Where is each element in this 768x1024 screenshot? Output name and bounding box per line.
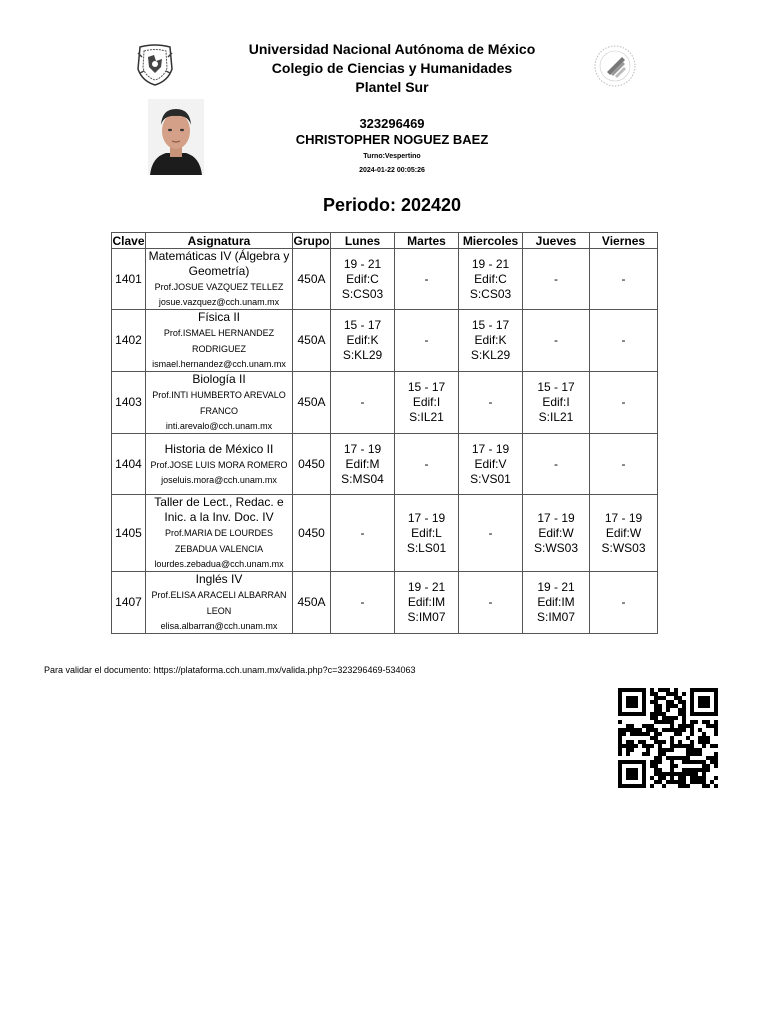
schedule-line: S:LS01 <box>406 540 447 555</box>
professor-name: Prof.ELISA ARACELI ALBARRAN LEON <box>151 590 287 616</box>
schedule-line: - <box>621 395 626 409</box>
schedule-cell-miercoles <box>459 310 523 372</box>
schedule-cell-martes <box>395 495 459 572</box>
periodo-title: Periodo: 202420 <box>322 195 462 215</box>
schedule-line: 19 - 21 <box>537 580 575 594</box>
schedule-cell-jueves <box>523 249 590 310</box>
document-header <box>150 40 634 97</box>
subject-cell <box>146 372 293 434</box>
schedule-line: - <box>360 595 365 609</box>
professor-email: josue.vazquez@cch.unam.mx <box>158 297 280 307</box>
schedule-cell-viernes <box>590 495 658 572</box>
qr-code-icon <box>618 688 718 788</box>
column-header: Jueves <box>523 233 590 249</box>
schedule-cell-jueves <box>523 495 590 572</box>
column-header: Clave <box>112 233 145 248</box>
schedule-line: 17 - 19 <box>537 510 575 525</box>
professor-email: joseluis.mora@cch.unam.mx <box>161 474 277 485</box>
schedule-cell-martes <box>395 434 459 495</box>
schedule-cell-lunes <box>331 249 395 310</box>
table-row <box>112 572 658 634</box>
schedule-line: S:IL21 <box>409 410 444 424</box>
schedule-cell-lunes <box>331 572 395 634</box>
student-id: 323296469 <box>359 116 425 131</box>
subject-cell <box>146 249 293 310</box>
schedule-line: Edif:C <box>474 271 507 286</box>
schedule-cell-jueves <box>523 310 590 372</box>
schedule-line: - <box>621 456 626 471</box>
grupo-cell: 0450 <box>293 495 331 572</box>
clave-cell: 1404 <box>112 434 146 495</box>
subject-title: Historia de México II <box>164 441 274 456</box>
schedule-line: S:WS03 <box>601 540 646 555</box>
subject-cell <box>146 434 293 495</box>
schedule-cell-lunes <box>331 495 395 572</box>
professor-name: Prof.ISMAEL HERNANDEZ RODRIGUEZ <box>163 328 275 354</box>
grupo-cell: 0450 <box>293 434 331 495</box>
subject-title: Física II <box>197 310 240 324</box>
table-row <box>112 434 658 495</box>
subject-title: Biología II <box>192 372 246 386</box>
schedule-line: - <box>488 395 493 409</box>
column-header: Lunes <box>331 233 395 249</box>
schedule-line: - <box>424 333 429 347</box>
document-timestamp: 2024-01-22 00:05:26 <box>359 167 425 174</box>
schedule-line: 17 - 19 <box>343 441 382 456</box>
schedule-cell-lunes <box>331 372 395 434</box>
clave-cell: 1401 <box>112 249 146 310</box>
schedule-line: Edif:K <box>474 333 507 347</box>
schedule-line: 15 - 17 <box>343 318 382 332</box>
schedule-line: - <box>488 595 493 609</box>
subject-cell <box>146 310 293 372</box>
schedule-cell-viernes <box>590 434 658 495</box>
schedule-line: - <box>424 271 429 286</box>
schedule-line: S:CS03 <box>469 286 512 301</box>
schedule-cell-martes <box>395 310 459 372</box>
schedule-line: Edif:V <box>474 456 507 471</box>
schedule-line: - <box>424 456 429 471</box>
column-header: Miercoles <box>459 233 523 249</box>
schedule-cell-miercoles <box>459 495 523 572</box>
grupo-cell: 450A <box>293 310 331 372</box>
column-header: Viernes <box>590 233 658 249</box>
schedule-line: - <box>488 525 493 540</box>
grupo-cell: 450A <box>293 572 331 634</box>
table-row <box>112 310 658 372</box>
schedule-line: Edif:I <box>542 395 570 409</box>
student-turno: Turno:Vespertino <box>363 153 421 160</box>
subject-title: Inglés IV <box>195 572 243 586</box>
schedule-line: 17 - 19 <box>471 441 510 456</box>
schedule-line: S:VS01 <box>470 471 511 486</box>
schedule-line: 19 - 21 <box>343 256 382 271</box>
column-header: Asignatura <box>146 233 293 249</box>
schedule-line: Edif:W <box>605 525 642 540</box>
clave-cell: 1403 <box>112 372 146 434</box>
schedule-table <box>111 232 658 634</box>
professor-name: Prof.MARIA DE LOURDES ZEBADUA VALENCIA <box>164 528 274 554</box>
schedule-cell-lunes <box>331 434 395 495</box>
table-header-row <box>112 233 658 249</box>
schedule-line: 17 - 19 <box>407 510 446 525</box>
schedule-cell-martes <box>395 572 459 634</box>
subject-cell <box>146 572 293 634</box>
schedule-line: - <box>621 333 626 347</box>
schedule-line: - <box>554 456 558 471</box>
schedule-cell-viernes <box>590 310 658 372</box>
schedule-line: S:IM07 <box>536 610 575 624</box>
subject-title: Matemáticas IV (Álgebra y Geometría) <box>148 249 290 278</box>
column-header: Martes <box>395 233 459 249</box>
schedule-line: - <box>621 271 626 286</box>
campus-name: Plantel Sur <box>355 79 429 95</box>
schedule-line: Edif:IM <box>407 595 446 609</box>
schedule-line: S:IL21 <box>538 410 574 424</box>
schedule-line: Edif:IM <box>537 595 575 609</box>
schedule-line: 17 - 19 <box>604 510 643 525</box>
schedule-cell-jueves <box>523 572 590 634</box>
professor-name: Prof.JOSUE VAZQUEZ TELLEZ <box>154 282 284 292</box>
student-photo <box>148 99 204 175</box>
schedule-line: Edif:L <box>411 525 442 540</box>
column-header: Grupo <box>293 233 330 248</box>
table-row <box>112 249 658 310</box>
schedule-line: - <box>554 333 558 347</box>
schedule-cell-viernes <box>590 372 658 434</box>
schedule-line: S:WS03 <box>533 540 578 555</box>
schedule-line: Edif:W <box>538 525 574 540</box>
subject-cell <box>146 495 293 572</box>
subject-title: Taller de Lect., Redac. e Inic. a la Inv. Doc. IV <box>154 495 284 524</box>
schedule-line: S:IM07 <box>407 610 446 624</box>
schedule-line: 15 - 17 <box>537 380 575 394</box>
schedule-line: Edif:I <box>412 395 441 409</box>
schedule-cell-jueves <box>523 372 590 434</box>
schedule-cell-miercoles <box>459 249 523 310</box>
clave-cell: 1405 <box>112 495 146 572</box>
professor-name: Prof.JOSE LUIS MORA ROMERO <box>150 459 288 470</box>
schedule-line: - <box>360 525 365 540</box>
clave-cell: 1402 <box>112 310 146 372</box>
schedule-cell-jueves <box>523 434 590 495</box>
schedule-line: 19 - 21 <box>407 580 446 594</box>
table-row <box>112 372 658 434</box>
university-name: Universidad Nacional Autónoma de México <box>248 41 536 57</box>
schedule-cell-miercoles <box>459 572 523 634</box>
professor-email: elisa.albarran@cch.unam.mx <box>160 621 278 631</box>
schedule-line: - <box>360 395 365 409</box>
schedule-line: S:MS04 <box>341 471 384 486</box>
clave-cell: 1407 <box>112 572 146 634</box>
schedule-cell-miercoles <box>459 434 523 495</box>
schedule-line: 15 - 17 <box>471 318 510 332</box>
validation-text: Para validar el documento: https://plataforma.cch.unam.mx/valida.php?c=323296469-534063 <box>44 665 416 675</box>
schedule-line: Edif:M <box>345 456 380 471</box>
schedule-cell-viernes <box>590 572 658 634</box>
schedule-cell-martes <box>395 249 459 310</box>
professor-email: lourdes.zebadua@cch.unam.mx <box>154 559 284 569</box>
schedule-cell-viernes <box>590 249 658 310</box>
schedule-cell-martes <box>395 372 459 434</box>
schedule-cell-miercoles <box>459 372 523 434</box>
schedule-line: - <box>554 271 558 286</box>
schedule-line: Edif:C <box>346 271 379 286</box>
schedule-line: 15 - 17 <box>407 380 446 394</box>
professor-email: inti.arevalo@cch.unam.mx <box>165 421 273 431</box>
schedule-line: S:KL29 <box>342 348 383 362</box>
schedule-line: 19 - 21 <box>471 256 510 271</box>
grupo-cell: 450A <box>293 249 331 310</box>
college-name: Colegio de Ciencias y Humanidades <box>271 60 513 76</box>
schedule-line: S:KL29 <box>470 348 511 362</box>
professor-email: ismael.hernandez@cch.unam.mx <box>152 359 286 369</box>
professor-name: Prof.INTI HUMBERTO AREVALO FRANCO <box>152 390 286 416</box>
schedule-line: Edif:K <box>346 333 379 347</box>
schedule-cell-lunes <box>331 310 395 372</box>
grupo-cell: 450A <box>293 372 331 434</box>
student-info <box>200 116 584 175</box>
student-name: CHRISTOPHER NOGUEZ BAEZ <box>295 132 489 147</box>
schedule-line: - <box>621 595 626 609</box>
table-row <box>112 495 658 572</box>
schedule-line: S:CS03 <box>341 286 384 301</box>
